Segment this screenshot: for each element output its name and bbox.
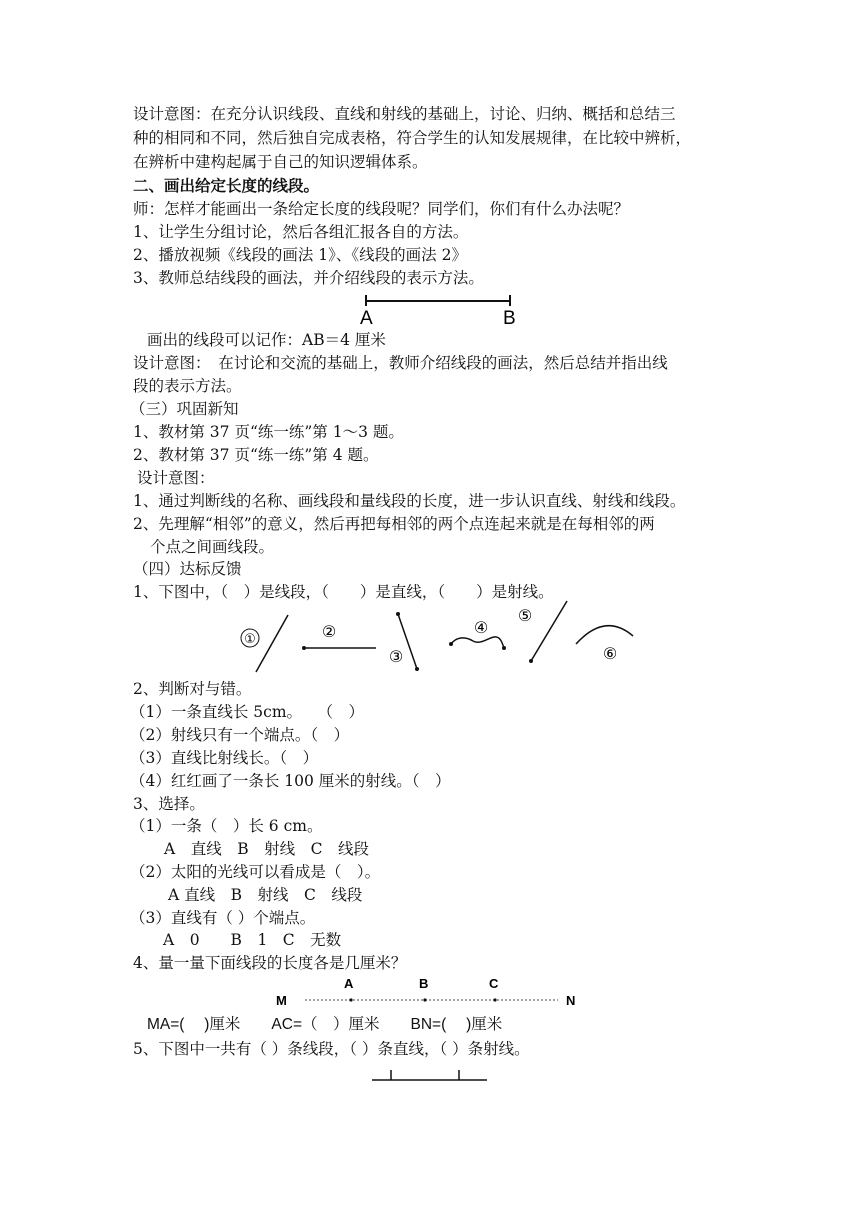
label-b: B <box>503 308 516 329</box>
text-line: 3、教师总结线段的画法，并介绍线段的表示方法。 <box>133 269 484 287</box>
point-c <box>493 998 496 1001</box>
label-b: B <box>419 976 429 991</box>
label-a: A <box>360 308 373 329</box>
label-c: C <box>489 976 499 991</box>
text-line: 个点之间画线段。 <box>150 538 275 556</box>
label-2: ② <box>321 624 337 641</box>
text-line: 种的相同和不同，然后独自完成表格，符合学生的认知发展规律，在比较中辨析， <box>133 129 692 147</box>
endpoint-3b <box>415 667 419 671</box>
text-line: 4、量一量下面线段的长度各是几厘米？ <box>133 954 407 972</box>
text-line: （1）一条（ ）长 6 cm。 <box>130 817 323 835</box>
text-line: 1、通过判断线的名称、画线段和量线段的长度，进一步认识直线、射线和线段。 <box>133 492 686 510</box>
label-5: ⑤ <box>517 608 533 625</box>
text-line: 画出的线段可以记作：AB＝4 厘米 <box>147 331 386 349</box>
endpoint-3a <box>396 612 400 616</box>
text-line: 1、让学生分组讨论，然后各组汇报各自的方法。 <box>133 223 469 241</box>
text-line: （2）射线只有一个端点。（ ） <box>130 726 350 744</box>
text-line: 设计意图：在充分认识线段、直线和射线的基础上，讨论、归纳、概括和总结三 <box>133 105 676 123</box>
line-1 <box>256 615 288 672</box>
endpoint-5a <box>529 659 533 663</box>
text-line: 2、教材第 37 页“练一练”第 4 题。 <box>133 446 379 464</box>
curve-6 <box>576 626 633 644</box>
endpoint-4a <box>449 642 453 646</box>
text-line: （三）巩固新知 <box>130 400 239 418</box>
text-line: 设计意图： 在讨论和交流的基础上，教师介绍线段的画法，然后总结并指出线 <box>133 354 668 372</box>
text-line: （3）直线有（ ）个端点。 <box>130 909 316 927</box>
text-line: 1、下图中，（ ）是线段，（ ）是直线，（ ）是射线。 <box>133 583 554 601</box>
text-line: A 直线 B 射线 C 线段 <box>164 840 369 858</box>
text-line: 师：怎样才能画出一条给定长度的线段呢？同学们，你们有什么办法呢？ <box>133 200 630 218</box>
curve-4 <box>451 637 504 648</box>
text-line: A 直线 B 射线 C 线段 <box>168 886 363 904</box>
text-line: （1）一条直线长 5cm。 （ ） <box>130 703 365 721</box>
measure-answers: MA=( )厘米 AC=（ ）厘米 BN=( )厘米 <box>147 1016 503 1033</box>
text-line: （2）太阳的光线可以看成是（ ）。 <box>130 863 381 881</box>
text-line: 5、下图中一共有（ ）条线段，（ ）条直线，（ ）条射线。 <box>133 1040 530 1058</box>
label-m: M <box>276 993 287 1008</box>
label-3: ③ <box>388 649 404 666</box>
text-line: 设计意图： <box>137 469 215 487</box>
six-lines-figure <box>230 600 650 680</box>
endpoint-2a <box>302 646 306 650</box>
text-line: 3、选择。 <box>133 795 205 813</box>
text-line: 2、判断对与错。 <box>133 680 252 698</box>
section-heading: 二、画出给定长度的线段。 <box>133 177 320 195</box>
text-line: A 0 B 1 C 无数 <box>163 931 342 949</box>
label-1: ① <box>244 631 256 646</box>
measure-line-figure <box>270 974 590 1010</box>
point-a <box>349 998 352 1001</box>
text-line: 在辨析中建构起属于自己的知识逻辑体系。 <box>133 153 428 171</box>
text-line: 2、先理解“相邻”的意义，然后再把每相邻的两个点连起来就是在每相邻的两 <box>133 515 655 533</box>
endpoint-4b <box>502 646 506 650</box>
text-line: 2、播放视频《线段的画法 1》、《线段的画法 2》 <box>133 246 467 264</box>
label-6: ⑥ <box>602 646 618 663</box>
text-line: （四）达标反馈 <box>133 560 242 578</box>
final-line-figure <box>370 1068 490 1088</box>
text-line: 段的表示方法。 <box>133 377 242 395</box>
point-b <box>423 998 426 1001</box>
label-n: N <box>566 993 576 1008</box>
text-line: 1、教材第 37 页“练一练”第 1～3 题。 <box>133 423 404 441</box>
label-a: A <box>344 976 354 991</box>
label-4: ④ <box>473 620 489 637</box>
text-line: （4）红红画了一条长 100 厘米的射线。（ ） <box>130 772 451 790</box>
segment-ab-figure <box>360 292 530 328</box>
text-line: （3）直线比射线长。（ ） <box>130 749 319 767</box>
ray-5 <box>531 601 567 661</box>
